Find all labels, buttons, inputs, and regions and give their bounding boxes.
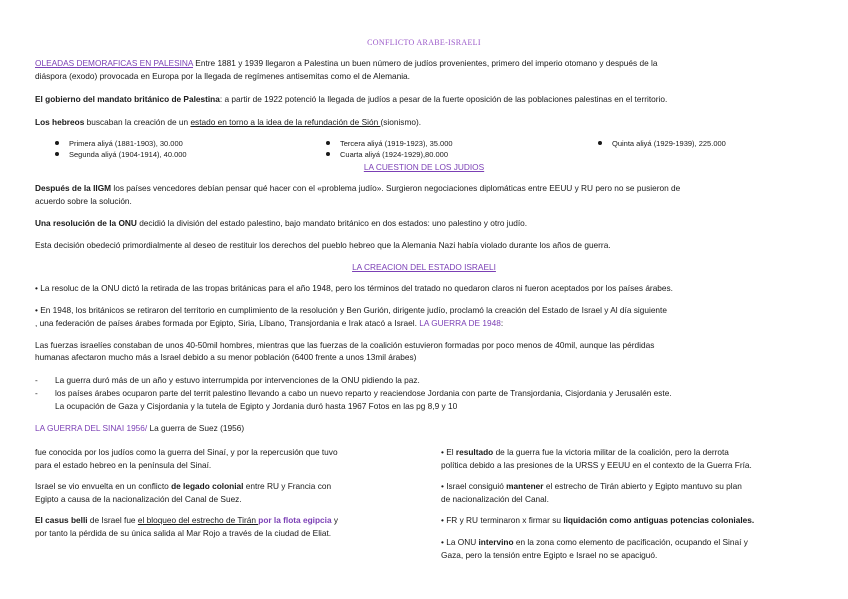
- oleadas-heading: OLEADAS DEMORAFICAS EN PALESINA: [35, 58, 193, 68]
- paragraph-decision: Esta decisión obedeció primordialmente al deseo de restituir los derechos del pueblo hebreo que la Alemania Nazi había violado durante los años de guerra.: [35, 240, 611, 250]
- paragraph-oleadas-line1: OLEADAS DEMORAFICAS EN PALESINA Entre 1881 y 1939 llegaron a Palestina un buen número de judíos provenientes, primero del imperio otomano y después de la: [35, 58, 658, 68]
- right-col-line: • FR y RU terminaron x firmar su liquidación como antiguas potencias coloniales.: [441, 515, 755, 525]
- paragraph-iigm-line2: acuerdo sobre la solución.: [35, 196, 132, 206]
- right-col-line: Gaza, pero la tensión entre Egipto e Israel no se apaciguó.: [441, 550, 658, 560]
- bullet-icon: [598, 141, 602, 145]
- right-col-line: política debido a las presiones de la URSS y EEUU en el contexto de la Guerra Fría.: [441, 460, 752, 470]
- paragraph-1948-line2: , una federación de países árabes formada por Egipto, Siria, Líbano, Transjordania e Irak atacó a Israel. LA GUERRA DE 1948:: [35, 318, 504, 328]
- paragraph-1948-line1: • En 1948, los británicos se retiraron del territorio en cumplimiento de la resolución y Ben Gurión, dirigente judío, proclamó la creación del Estado de Israel y Al día siguiente: [35, 305, 667, 315]
- paragraph-mandato: El gobierno del mandato británico de Palestina: a partir de 1922 potenció la llegada de judíos a pesar de la fuerte oposición de las poblaciones palestinas en el territorio.: [35, 94, 668, 104]
- paragraph-resoluc-onu: • La resoluc de la ONU dictó la retirada de las tropas británicas para el año 1948, pero los términos del tratado no quedaron claros ni fueron aceptados por los países árabes.: [35, 283, 673, 293]
- left-col-line: Israel se vio envuelta en un conflicto de legado colonial entre RU y Francia con: [35, 481, 332, 491]
- bullet-icon: [326, 152, 330, 156]
- dash-item: - La guerra duró más de un año y estuvo interrumpida por intervenciones de la ONU pidiendo la paz.: [35, 375, 420, 385]
- bullet-icon: [55, 141, 59, 145]
- heading-guerra-sinai: LA GUERRA DEL SINAI 1956/: [35, 423, 148, 433]
- left-col-line: para el estado hebreo en la península del Sinaí.: [35, 460, 212, 470]
- paragraph-iigm-line1: Después de la IIGM los países vencedores debían pensar qué hacer con el «problema judío». Surgieron negociaciones diplomáticas entre EEUU y RU pero no se pusieron de: [35, 183, 681, 193]
- aliya-item: Cuarta aliyá (1924-1929),80.000: [326, 150, 448, 160]
- right-col-line: • El resultado de la guerra fue la victoria militar de la coalición, pero la derrota: [441, 447, 729, 457]
- right-col-line: • La ONU intervino en la zona como elemento de pacificación, ocupando el Sinaí y: [441, 537, 748, 547]
- left-col-line: por tanto la pérdida de su única salida al Mar Rojo a través de la ciudad de Eliat.: [35, 528, 332, 538]
- paragraph-fuerzas-line1: Las fuerzas israelíes constaban de unos 40-50mil hombres, mientras que las fuerzas de la coalición estuvieron formadas por poco menos de 40mil, aunque las pérdidas: [35, 340, 655, 350]
- paragraph-fuerzas-line2: humanas afectaron mucho más a Israel debido a su menor población (6400 frente a unos 13mil árabes): [35, 352, 417, 362]
- right-col-line: • Israel consiguió mantener el estrecho de Tirán abierto y Egipto mantuvo su plan: [441, 481, 742, 491]
- left-col-line: Egipto a causa de la nacionalización del Canal de Suez.: [35, 494, 242, 504]
- right-col-line: de nacionalización del Canal.: [441, 494, 549, 504]
- heading-guerra-1948: LA GUERRA DE 1948: [419, 318, 501, 328]
- dash-item: - los países árabes ocuparon parte del territ palestino llevando a cabo un nuevo reparto y reaciendose Jordania con parte de Transjordania, Cisjordania y Jerusalén este.: [35, 388, 672, 398]
- paragraph-oleadas-line2: diáspora (exodo) provocada en Europa por la llegada de regímenes antisemitas como el de Alemania.: [35, 71, 410, 81]
- aliya-item: Segunda aliyá (1904-1914), 40.000: [55, 150, 187, 160]
- heading-creacion-estado: LA CREACION DEL ESTADO ISRAELI: [352, 262, 496, 272]
- bullet-icon: [55, 152, 59, 156]
- left-col-line: fue conocida por los judíos como la guerra del Sinaí, y por la repercusión que tuvo: [35, 447, 338, 457]
- document-title: CONFLICTO ARABE-ISRAELI: [367, 38, 481, 47]
- paragraph-resolucion: Una resolución de la ONU decidió la división del estado palestino, bajo mandato británico en dos estados: uno palestino y otro judío.: [35, 218, 528, 228]
- dash-item: La ocupación de Gaza y Cisjordania y la tutela de Egipto y Jordania duró hasta 1967 Fotos en las pg 8,9 y 10: [55, 401, 458, 411]
- bullet-icon: [326, 141, 330, 145]
- aliya-item: Tercera aliyá (1919-1923), 35.000: [326, 139, 453, 149]
- sinai-heading-line: LA GUERRA DEL SINAI 1956/ La guerra de Suez (1956): [35, 423, 245, 433]
- left-col-line: El casus belli de Israel fue el bloqueo del estrecho de Tirán por la flota egipcia y: [35, 515, 339, 525]
- heading-cuestion-judios: LA CUESTION DE LOS JUDIOS: [363, 162, 485, 172]
- aliya-item: Quinta aliyá (1929-1939), 225.000: [598, 139, 726, 149]
- paragraph-hebreos: Los hebreos buscaban la creación de un estado en torno a la idea de la refundación de Sión (sionismo).: [35, 117, 422, 127]
- aliya-item: Primera aliyá (1881-1903), 30.000: [55, 139, 183, 149]
